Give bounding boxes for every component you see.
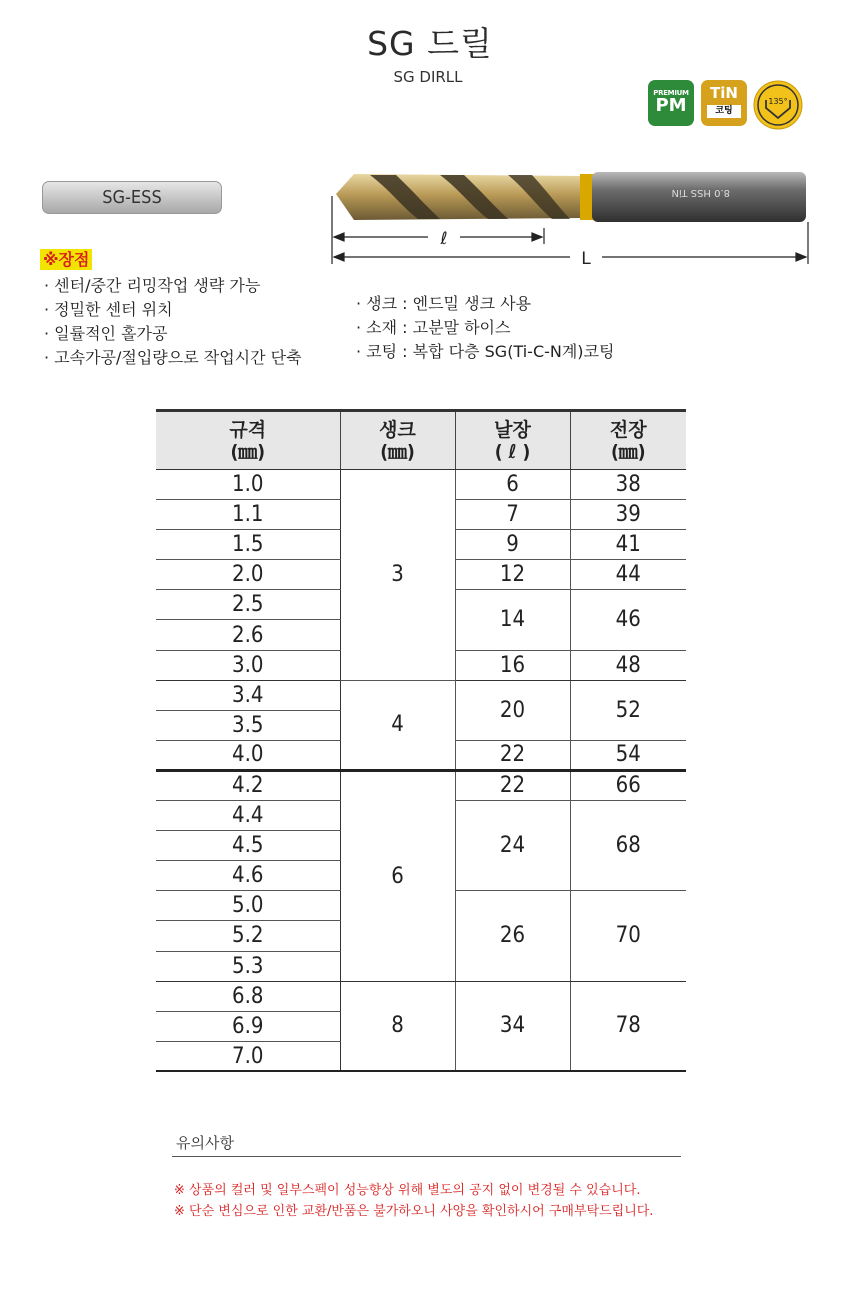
- header-size-name: 규격: [229, 418, 267, 441]
- header-flute-unit: ( ℓ ): [494, 440, 531, 463]
- drill-angle-135-icon: [753, 80, 803, 130]
- header-shank-unit: (㎜): [380, 440, 415, 463]
- size-cell: 2.0: [156, 560, 340, 590]
- size-cell: 5.0: [156, 891, 340, 921]
- header-shank: [340, 411, 455, 470]
- size-cell: 4.0: [156, 740, 340, 770]
- tin-coating-badge: [701, 80, 747, 126]
- advantages-title: ※장점: [40, 249, 92, 270]
- flute-length-cell: 14: [455, 590, 570, 650]
- total-length-cell: 68: [570, 801, 686, 891]
- flute-length-cell: 16: [455, 650, 570, 680]
- table-row: [156, 770, 686, 800]
- size-cell: 6.8: [156, 981, 340, 1011]
- table-row: [156, 680, 686, 710]
- advantage-item: · 일률적인 홀가공: [44, 324, 168, 343]
- size-cell: 5.3: [156, 951, 340, 981]
- table-row: [156, 470, 686, 500]
- notice-divider: [172, 1156, 681, 1157]
- header-size-unit: (㎜): [230, 440, 266, 463]
- size-cell: 3.4: [156, 680, 340, 710]
- drill-diagram: [330, 160, 814, 272]
- header-total-unit: (㎜): [610, 440, 646, 463]
- size-cell: 3.0: [156, 650, 340, 680]
- shank-cell: 3: [340, 470, 455, 681]
- size-cell: 4.4: [156, 801, 340, 831]
- premium-badge-big-text: PM: [655, 95, 687, 116]
- flute-length-cell: 22: [455, 740, 570, 770]
- size-cell: 2.6: [156, 620, 340, 650]
- premium-pm-badge: [648, 80, 694, 126]
- total-length-cell: 54: [570, 740, 686, 770]
- flute-length-cell: 6: [455, 470, 570, 500]
- flute-length-cell: 12: [455, 560, 570, 590]
- total-length-cell: 66: [570, 770, 686, 800]
- flute-length-cell: 20: [455, 680, 570, 740]
- flute-length-cell: 7: [455, 500, 570, 530]
- flute-length-label: ℓ: [440, 229, 448, 249]
- shank-cell: 4: [340, 680, 455, 770]
- tin-badge-small-text: 코팅: [707, 105, 741, 118]
- size-cell: 1.0: [156, 470, 340, 500]
- table-row: [156, 981, 686, 1011]
- notice-list: [174, 1180, 653, 1222]
- size-cell: 6.9: [156, 1011, 340, 1041]
- header-flute-length: [455, 411, 570, 470]
- size-cell: 4.6: [156, 861, 340, 891]
- page-subtitle: SG DIRLL: [393, 68, 463, 86]
- total-length-cell: 48: [570, 650, 686, 680]
- header-total-name: 전장: [609, 418, 647, 441]
- size-cell: 1.5: [156, 530, 340, 560]
- drill-image: [336, 172, 806, 222]
- tin-badge-big-text: TiN: [710, 84, 738, 102]
- size-cell: 1.1: [156, 500, 340, 530]
- notice-title: 유의사항: [176, 1134, 234, 1152]
- angle-label: 135°: [768, 97, 788, 106]
- header-shank-name: 생크: [379, 418, 416, 441]
- total-length-cell: 78: [570, 981, 686, 1071]
- header-size: [156, 411, 340, 470]
- spec-item: · 생크 : 엔드밀 생크 사용: [356, 294, 532, 313]
- total-length-cell: 46: [570, 590, 686, 650]
- notice-item: ※ 상품의 컬러 및 일부스펙이 성능향상 위해 별도의 공지 없이 변경될 수 있습니다.: [174, 1183, 641, 1198]
- total-length-cell: 41: [570, 530, 686, 560]
- table-header-row: [156, 411, 686, 470]
- size-cell: 4.2: [156, 770, 340, 800]
- advantages-list: [44, 274, 302, 370]
- header-total-length: [570, 411, 686, 470]
- shank-cell: 6: [340, 770, 455, 981]
- advantage-item: · 고속가공/절입량으로 작업시간 단축: [44, 348, 302, 367]
- spec-item: · 소재 : 고분말 하이스: [356, 318, 511, 337]
- spec-item: · 코팅 : 복합 다층 SG(Ti-C-N계)코팅: [356, 342, 615, 361]
- advantage-item: · 정밀한 센터 위치: [44, 300, 173, 319]
- flute-length-cell: 22: [455, 770, 570, 800]
- header-flute-name: 날장: [494, 418, 531, 441]
- page-title: SG 드릴: [367, 24, 493, 63]
- size-cell: 2.5: [156, 590, 340, 620]
- total-length-cell: 70: [570, 891, 686, 981]
- size-cell: 5.2: [156, 921, 340, 951]
- svg-text:8.0 HSS TiN: 8.0 HSS TiN: [671, 187, 730, 198]
- total-length-label: L: [581, 249, 591, 269]
- advantage-item: · 센터/중간 리밍작업 생략 가능: [44, 276, 261, 295]
- total-length-cell: 38: [570, 470, 686, 500]
- shank-cell: 8: [340, 981, 455, 1071]
- model-name-pill: SG-ESS: [42, 181, 222, 214]
- total-length-cell: 39: [570, 500, 686, 530]
- size-cell: 3.5: [156, 710, 340, 740]
- flute-length-cell: 26: [455, 891, 570, 981]
- size-cell: 7.0: [156, 1041, 340, 1071]
- total-length-cell: 44: [570, 560, 686, 590]
- total-length-cell: 52: [570, 680, 686, 740]
- notice-item: ※ 단순 변심으로 인한 교환/반품은 불가하오니 사양을 확인하시어 구매부탁드립니다.: [174, 1204, 654, 1219]
- flute-length-cell: 34: [455, 981, 570, 1071]
- spec-table: [156, 409, 686, 1072]
- size-cell: 4.5: [156, 831, 340, 861]
- flute-length-cell: 24: [455, 801, 570, 891]
- spec-list: [356, 292, 614, 364]
- flute-length-cell: 9: [455, 530, 570, 560]
- premium-badge-small-text: PREMIUM: [653, 89, 689, 97]
